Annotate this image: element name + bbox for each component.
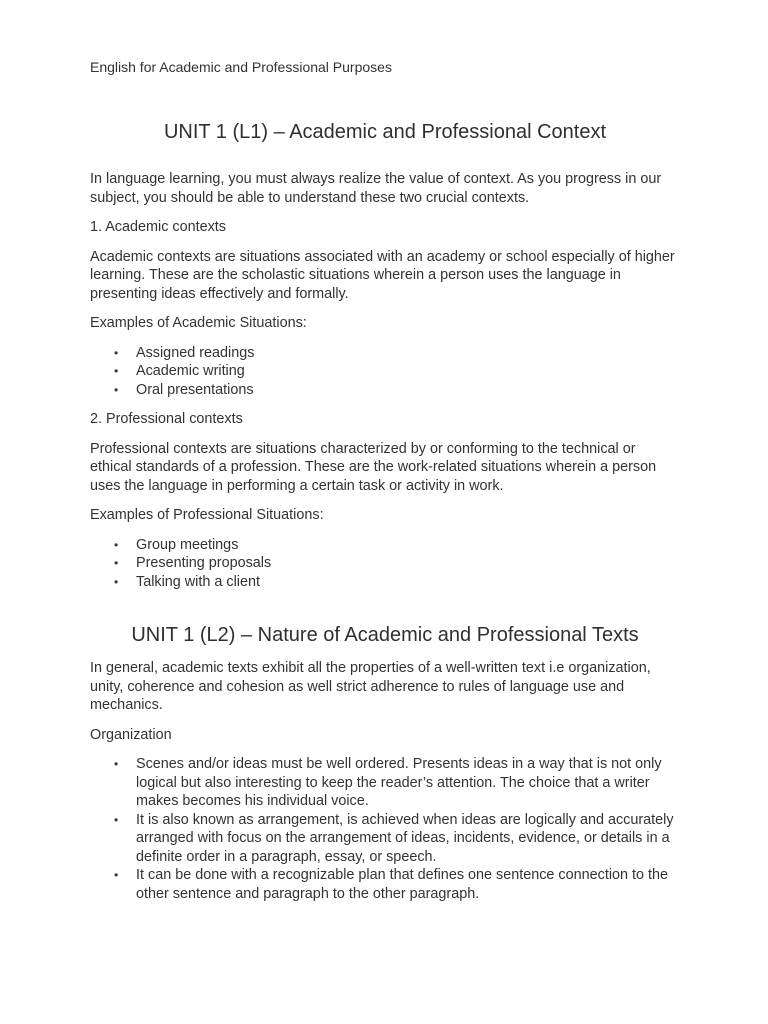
list-item: • Academic writing (136, 362, 680, 381)
organization-points-list (90, 755, 680, 903)
list-item: • Oral presentations (136, 381, 680, 400)
unit2-intro: In general, academic texts exhibit all the properties of a well-written text i.e organization, unity, coherence and cohesion as well strict adherence to rules of language use and mechanics. (90, 660, 651, 713)
list-item: • Scenes and/or ideas must be well ordered. Presents ideas in a way that is not only logical but also interesting to keep the reader’s attention. The choice that a writer makes becomes his individual voice. (136, 755, 680, 811)
list-item: • It is also known as arrangement, is achieved when ideas are logically and accurately arranged with focus on the arrangement of ideas, incidents, evidence, or details in a definite order in a paragraph, essay, or speech. (136, 811, 680, 867)
academic-contexts-heading: 1. Academic contexts (90, 219, 226, 235)
list-item: • Talking with a client (136, 573, 680, 592)
professional-contexts-heading: 2. Professional contexts (90, 411, 243, 427)
professional-contexts-definition: Professional contexts are situations characterized by or conforming to the technical or ethical standards of a profession. These are the work-related situations wherein a person uses the language in performing a certain task or activity in work. (90, 440, 657, 494)
academic-examples-label: Examples of Academic Situations: (90, 315, 307, 331)
list-item: • Presenting proposals (136, 554, 680, 573)
unit1-title: UNIT 1 (L1) – Academic and Professional Context (163, 121, 607, 143)
academic-contexts-definition: Academic contexts are situations associated with an academy or school especially of higher learning. These are the scholastic situations wherein a person uses the language in presenting ideas effectively and formally. (90, 248, 675, 302)
document-header: English for Academic and Professional Purposes (90, 59, 392, 75)
unit2-title: UNIT 1 (L2) – Nature of Academic and Professional Texts (131, 624, 639, 646)
academic-examples-list (90, 344, 680, 400)
professional-examples-label: Examples of Professional Situations: (90, 507, 324, 523)
list-item: • It can be done with a recognizable plan that defines one sentence connection to the other sentence and paragraph to the other paragraph. (136, 866, 680, 903)
professional-examples-list (90, 536, 680, 592)
list-item: • Group meetings (136, 536, 680, 555)
organization-heading: Organization (90, 726, 172, 743)
list-item: • Assigned readings (136, 344, 680, 363)
unit1-intro: In language learning, you must always realize the value of context. As you progress in our subject, you should be able to understand these two crucial contexts. (90, 171, 662, 206)
